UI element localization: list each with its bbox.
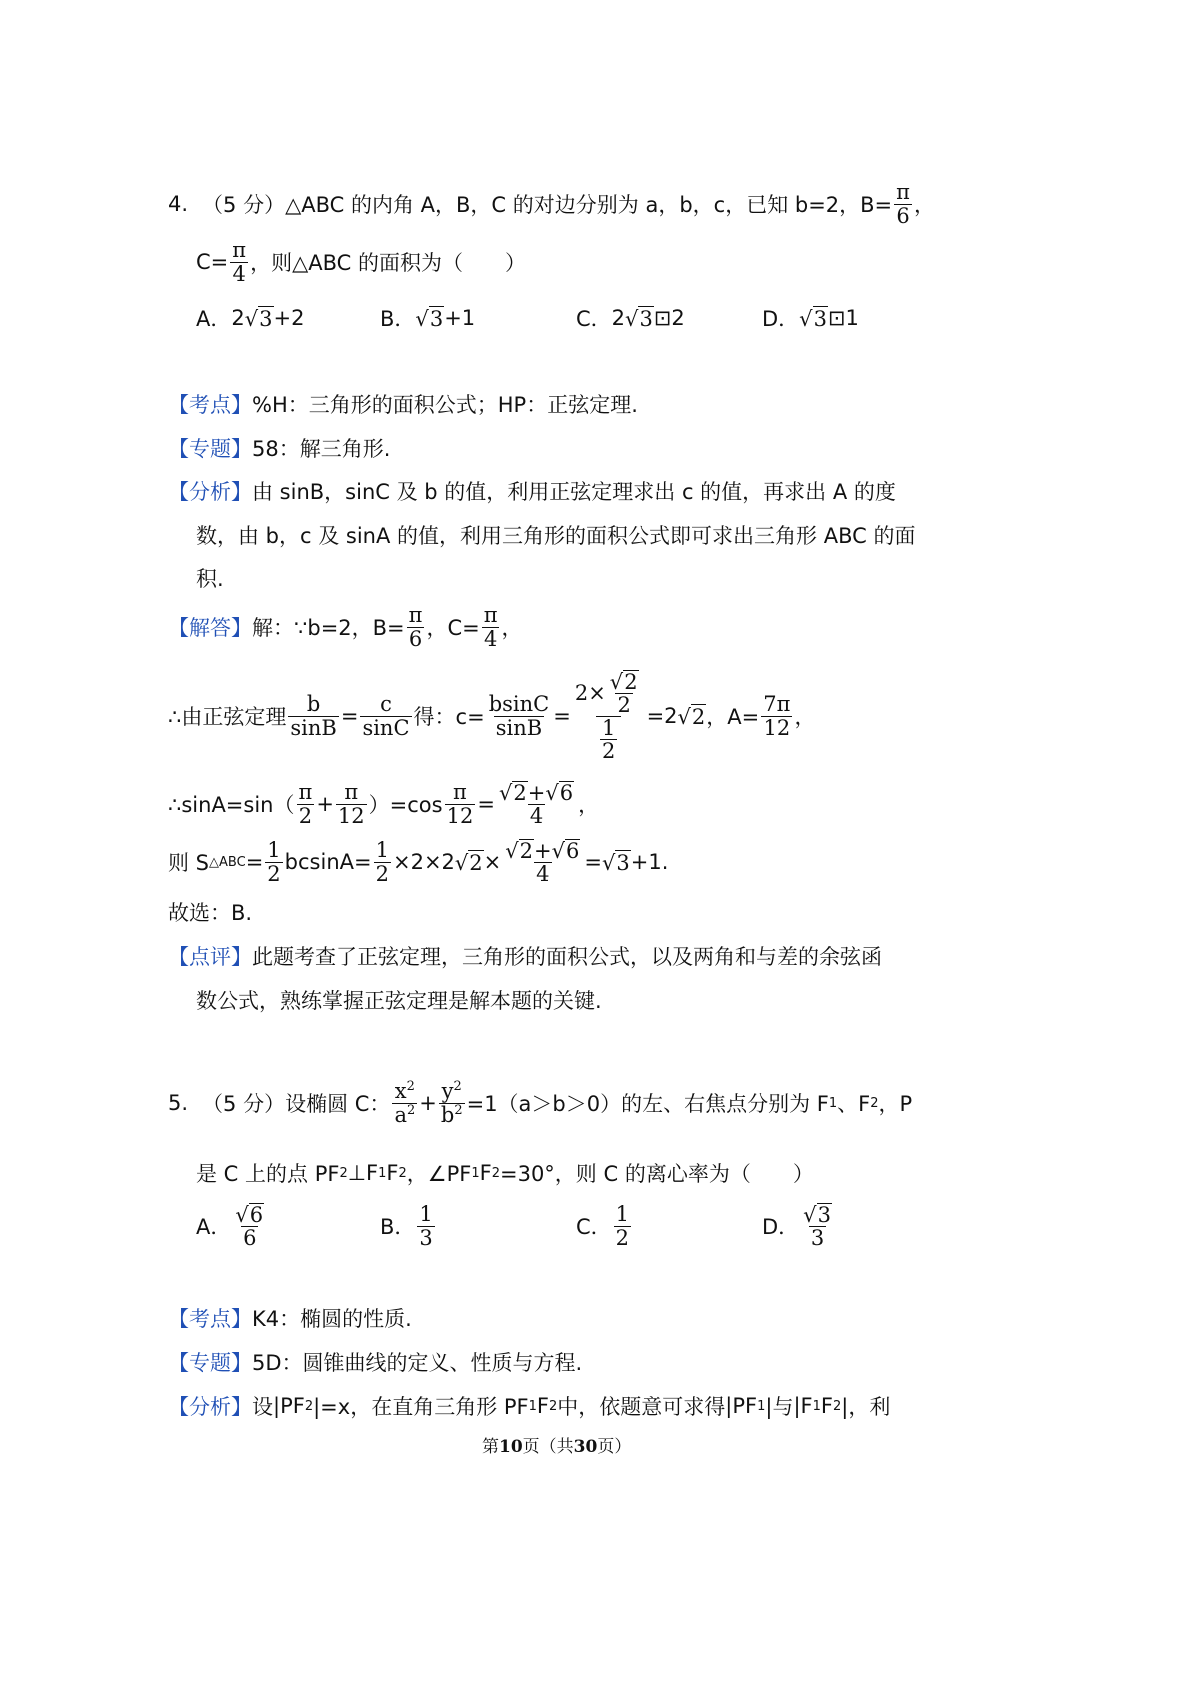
fraction-sqrt2-plus-sqrt6-over-4: √ 2 +√ 6 4	[498, 780, 574, 828]
q4-fenxi-line2: 数，由 b，c 及 sinA 的值，利用三角形的面积公式即可求出三角形 ABC 的面	[196, 524, 916, 548]
q4-dianping-line2: 数公式，熟练掌握正弦定理是解本题的关键.	[196, 989, 602, 1013]
q4-option-c[interactable]: C． 2 √ 3 ⊡2	[576, 306, 685, 331]
fraction-7pi-12: $\frac{7\pi}{12}$	[763, 692, 791, 740]
q5-kaodian: 【考点】 K4：椭圆的性质.	[168, 1307, 412, 1331]
q4-points: （5 分）	[202, 193, 286, 217]
q5-zhuanti: 【专题】 5D：圆锥曲线的定义、性质与方程.	[168, 1351, 583, 1375]
fraction-pi-4: $\frac{\pi}{4}$	[483, 603, 498, 651]
q5-option-c[interactable]: C． $\frac{1}{2}$	[576, 1202, 630, 1250]
sqrt-symbol: √ 3	[602, 850, 630, 875]
q4-option-a[interactable]: A． 2 √ 3 +2	[196, 306, 305, 331]
compound-fraction: 2× √ 2 2 $\frac{1}{2}$	[574, 669, 638, 764]
fraction-pi-12: $\frac{\pi}{12}$	[337, 780, 365, 828]
sqrt-symbol: √ 2	[677, 704, 706, 729]
q4-stem-text: △ABC 的内角 A，B，C 的对边分别为 a，b，c，已知 b=2，B=	[285, 193, 893, 217]
q4-option-d[interactable]: D． √ 3 ⊡1	[762, 306, 859, 331]
q5-points: （5 分）	[202, 1092, 286, 1116]
fraction-sqrt2-plus-sqrt6-over-4: √ 2 +√ 6 4	[505, 838, 580, 886]
sqrt-symbol: √ 3	[244, 306, 273, 331]
fraction-1-over-3: $\frac{1}{3}$	[419, 1202, 433, 1250]
q4-stem-line1: 4. （5 分） △ABC 的内角 A，B，C 的对边分别为 a，b，c，已知 b=2，B= $\frac{\pi}{6}$ ，	[168, 180, 935, 228]
fraction-c-over-sinC: $\frac{c}{\sin C}$	[362, 692, 410, 740]
fraction-1-2: $\frac{1}{2}$	[267, 838, 281, 886]
fraction-pi-2: $\frac{\pi}{2}$	[298, 780, 313, 828]
fraction-1-over-2: $\frac{1}{2}$	[615, 1202, 630, 1250]
q5-number: 5.	[168, 1091, 189, 1115]
q5-fenxi-line1: 【分析】 设 |PF 2 |=x，在直角三角形 PF 1 F 2 中，依题意可求得 |PF 1 |与 |F 1 F 2 |，利	[168, 1394, 891, 1419]
fraction-pi-6: $\frac{\pi}{6}$	[408, 603, 423, 651]
sqrt-symbol: √ 3	[799, 306, 827, 331]
q4-jieda-line4: 则 S △ABC = $\frac{1}{2}$ bcsinA= $\frac{1}{2}$ ×2×2 √ 2 × √ 2 +√ 6 4 = √ 3 +1.	[168, 838, 669, 886]
q4-jieda-line1: 【解答】 解：∵b=2，B= $\frac{\pi}{6}$ ，C= $\frac{\pi}{4}$ ，	[168, 603, 523, 651]
fraction-1-2: $\frac{1}{2}$	[375, 838, 389, 886]
sqrt-symbol: √ 2	[454, 850, 483, 875]
q4-dianping-line1: 【点评】 此题考查了正弦定理，三角形的面积公式，以及两角和与差的余弦函	[168, 945, 882, 969]
fraction-sqrt3-over-3: √ 3 3	[803, 1202, 831, 1250]
q4-fraction-pi-6: $\frac{\pi}{6}$	[896, 180, 910, 228]
q4-kaodian: 【考点】 %H：三角形的面积公式；HP：正弦定理.	[168, 393, 638, 417]
fraction-sqrt6-over-6: √ 6 6	[235, 1202, 264, 1250]
q4-fenxi-line1: 【分析】 由 sinB，sinC 及 b 的值，利用正弦定理求出 c 的值，再求出 A 的度	[168, 480, 896, 504]
page-footer: 第10页（共30页）	[482, 1437, 632, 1457]
q4-jieda-line3: ∴sinA=sin（ $\frac{\pi}{2}$ + $\frac{\pi}{12}$ ）=cos $\frac{\pi}{12}$ = √ 2 +√ 6 4 ，	[168, 780, 600, 828]
q5-option-d[interactable]: D． √ 3 3	[762, 1198, 836, 1254]
q5-option-b[interactable]: B． $\frac{1}{3}$	[380, 1202, 433, 1250]
fraction-pi-12: $\frac{\pi}{12}$	[446, 780, 474, 828]
sqrt-symbol: √ 3	[625, 306, 653, 331]
fraction-bsinC-over-sinB: $\frac{bsinC}{\sin B}$	[488, 692, 550, 740]
q4-option-b[interactable]: B． √ 3 +1	[380, 306, 476, 331]
q4-jieda-line2: ∴由正弦定理 $\frac{b}{\sin B}$ = $\frac{c}{\sin C}$ 得：c= $\frac{bsinC}{\sin B}$ = 2× √ 2 2 $\frac{1}{2}$ =2 √ 2 ，A= $\frac{7\pi}{12}$ ，	[168, 669, 816, 764]
q4-zhuanti: 【专题】 58：解三角形.	[168, 437, 391, 461]
q5-stem-line2: 是 C 上的点 PF 2 ⊥F 1 F 2 ，∠PF 1 F 2 =30°，则 C 的离心率为（ ）	[196, 1161, 814, 1186]
q4-fenxi-line3: 积.	[196, 567, 224, 591]
fraction-x2-over-a2: $\frac{x^2}{a^2}$	[394, 1079, 416, 1127]
fraction-b-over-sinB: $\frac{b}{\sin B}$	[290, 692, 337, 740]
sqrt-symbol: √ 3	[415, 306, 444, 331]
q4-number: 4.	[168, 192, 189, 216]
fraction-y2-over-b2: $\frac{y^2}{b^2}$	[440, 1079, 463, 1127]
q5-stem-line1: 5. （5 分） 设椭圆 C： $\frac{x^2}{a^2}$ + $\frac{y^2}{b^2}$ =1（a＞b＞0）的左、右焦点分别为 F 1 、F 2 ，P	[168, 1079, 913, 1127]
q5-option-a[interactable]: A． √ 6 6	[196, 1198, 268, 1254]
q4-stem-line2: C= $\frac{\pi}{4}$ ，则△ABC 的面积为（ ）	[196, 238, 526, 286]
q4-fraction-pi-4: $\frac{\pi}{4}$	[232, 238, 247, 286]
q4-guxuan: 故选：B.	[168, 901, 253, 925]
